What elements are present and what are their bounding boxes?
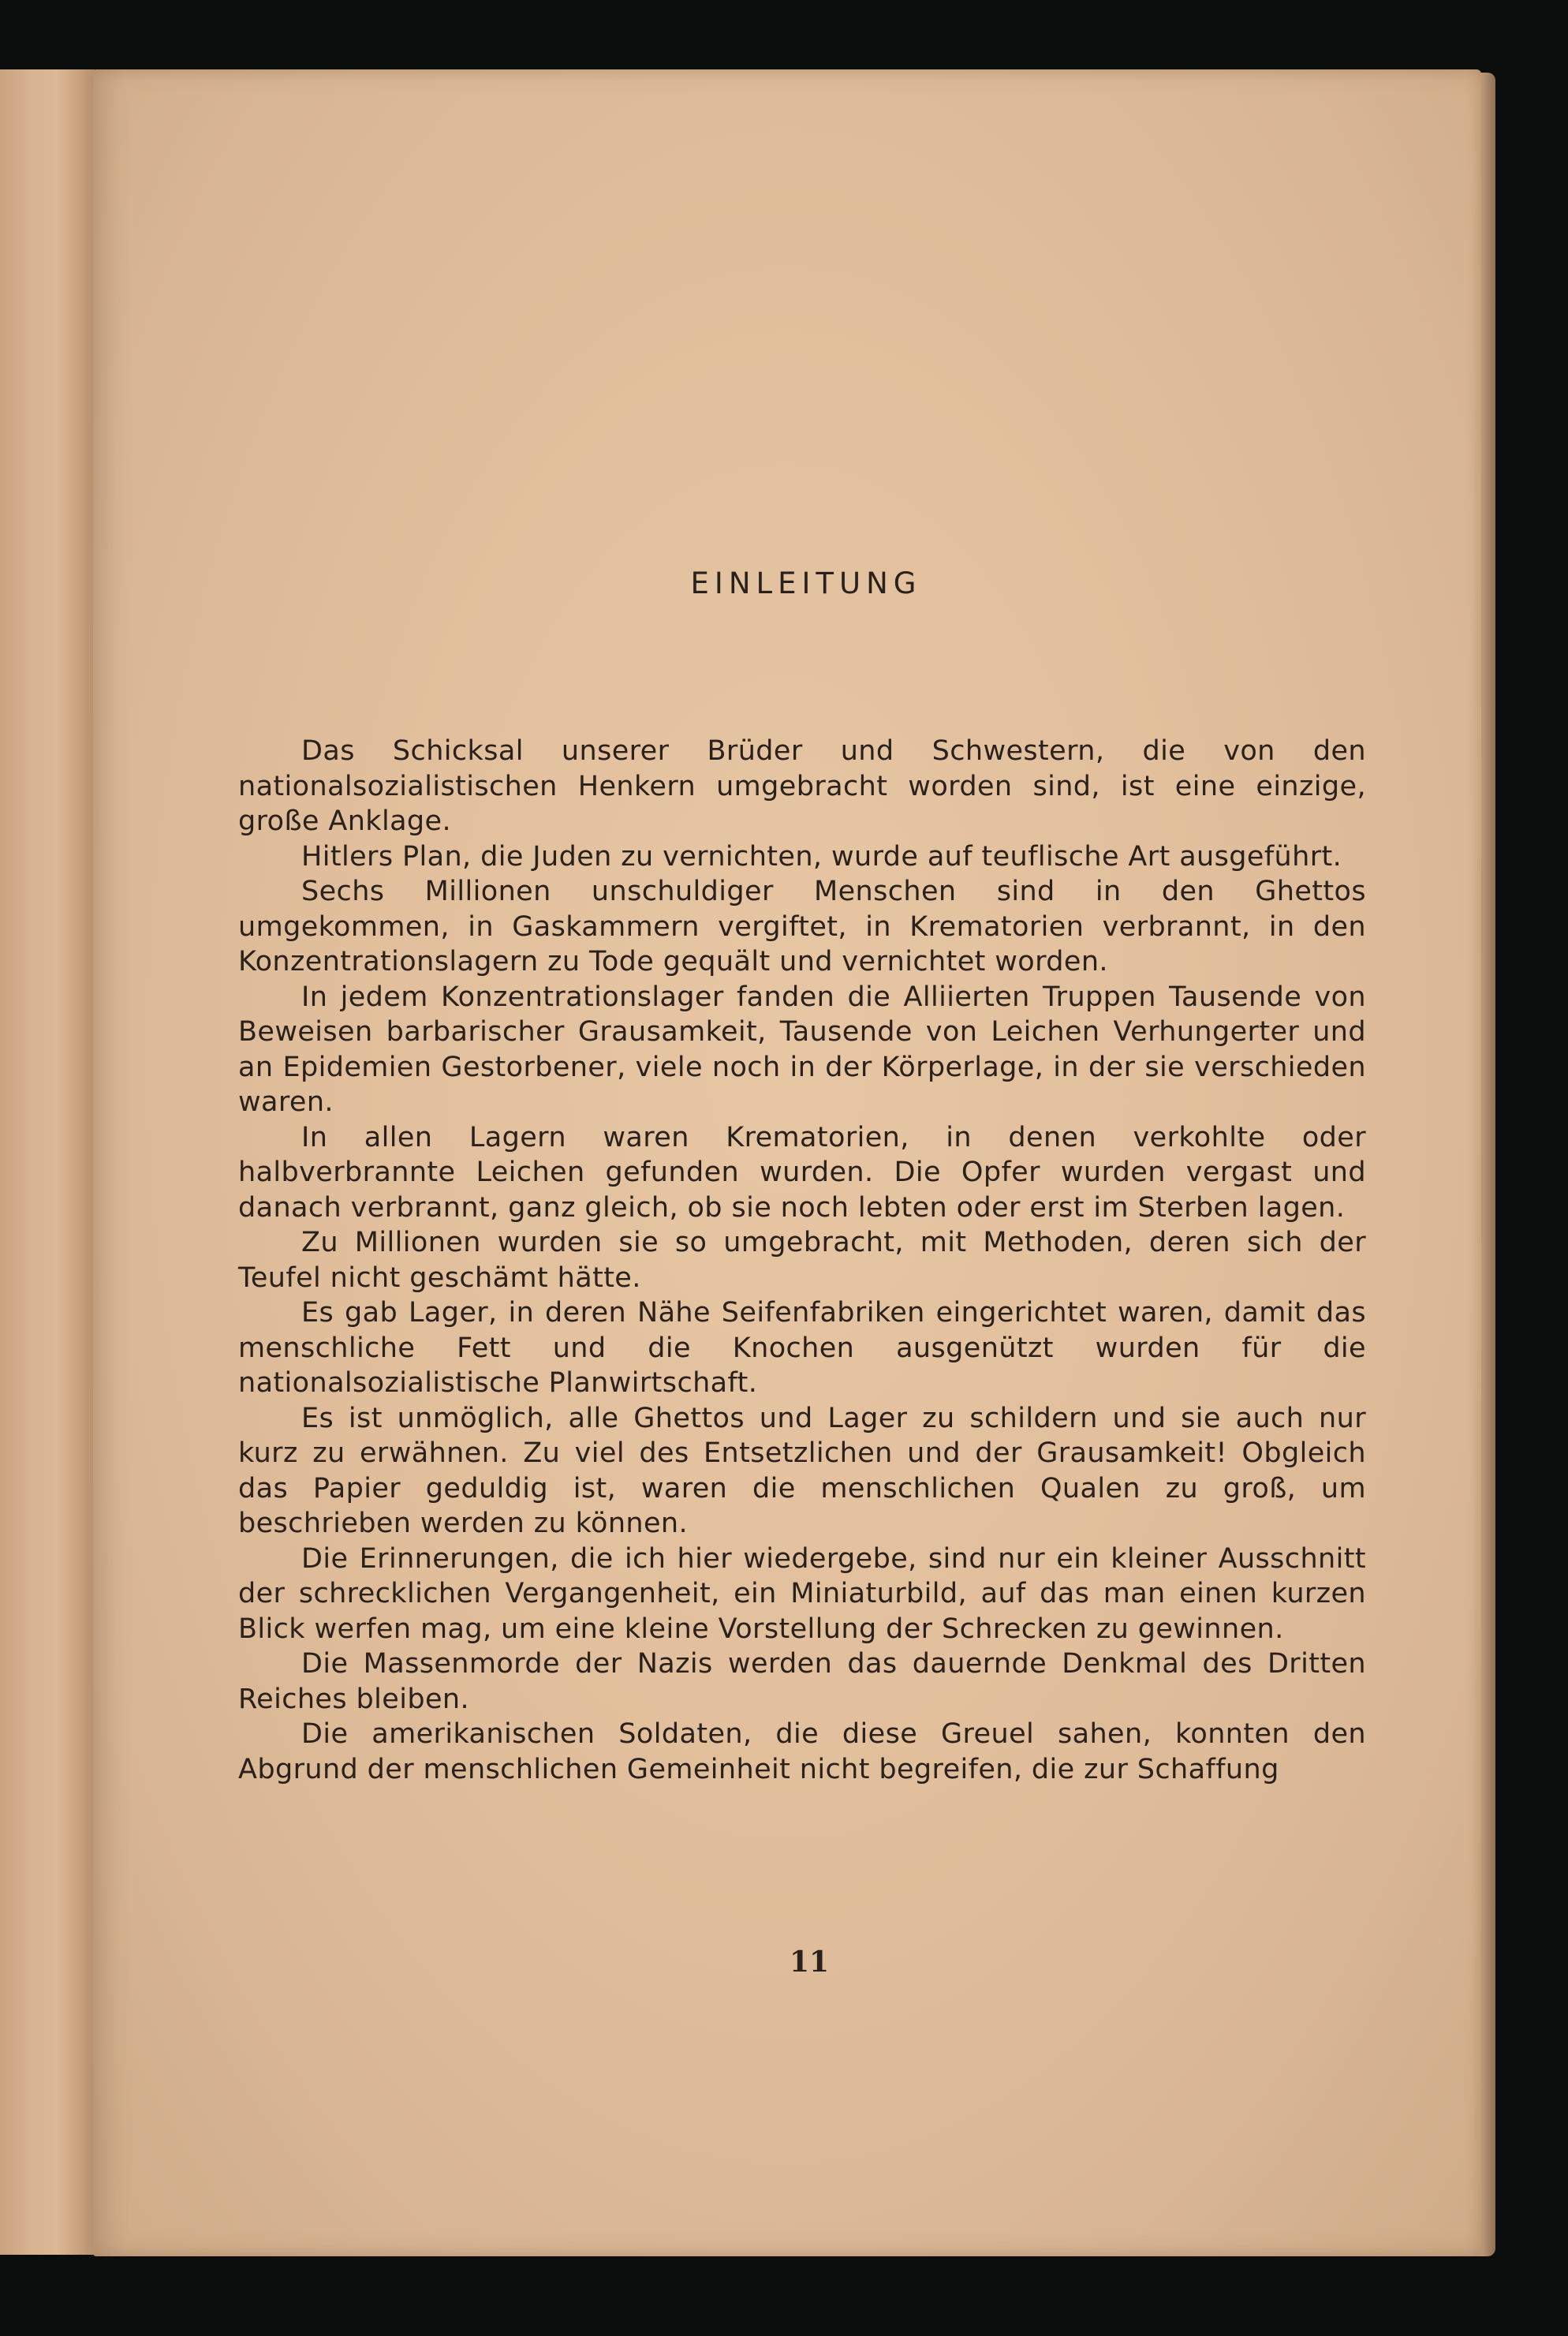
paragraph: Die Erinnerungen, die ich hier wiedergebe, sind nur ein kleiner Ausschnitt der schrecklichen Vergangenheit, ein Miniaturbild, auf das man einen kurzen Blick werfen mag, um eine kleine Vorstellung der Schrecken zu gewinnen. [238, 1542, 1366, 1645]
paragraph: In allen Lagern waren Krematorien, in denen verkohlte oder halbverbrannte Leichen gefunden wurden. Die Opfer wurden vergast und danach verbrannt, ganz gleich, ob sie noch lebten oder erst im Sterben lagen. [238, 1121, 1366, 1224]
paragraph: Es ist unmöglich, alle Ghettos und Lager zu schildern und sie auch nur kurz zu erwähnen. Zu viel des Entsetzlichen und der Grausamkeit! Obgleich das Papier geduldig ist, waren die menschlichen Qualen zu groß, um beschrieben werden zu können. [238, 1402, 1366, 1539]
paragraph: Es gab Lager, in deren Nähe Seifenfabriken eingerichtet waren, damit das menschliche Fett und die Knochen ausgenützt wurden für die nationalsozialistische Planwirtschaft. [238, 1297, 1366, 1399]
paragraph: Hitlers Plan, die Juden zu vernichten, wurde auf teuflische Art ausgeführt. [301, 840, 1342, 873]
facing-page-edge [0, 69, 95, 2255]
book-page [93, 69, 1481, 2256]
body-text [238, 734, 1366, 1787]
paragraph: In jedem Konzentrationslager fanden die Alliierten Truppen Tausende von Beweisen barbarischer Grausamkeit, Tausende von Leichen Verhungerter und an Epidemien Gestorbener, viele noch in der Körperlage, in der sie verschieden waren. [238, 981, 1366, 1118]
page-number: 11 [789, 1945, 830, 1979]
paragraph: Sechs Millionen unschuldiger Menschen sind in den Ghettos umgekommen, in Gaskammern vergiftet, in Krematorien verbrannt, in den Konzentrationslagern zu Tode gequält und vernichtet worden. [238, 876, 1366, 977]
paragraph: Zu Millionen wurden sie so umgebracht, mit Methoden, deren sich der Teufel nicht geschämt hätte. [238, 1227, 1366, 1294]
paragraph: Die Massenmorde der Nazis werden das dauernde Denkmal des Dritten Reiches bleiben. [238, 1648, 1366, 1715]
chapter-heading: EINLEITUNG [690, 566, 922, 600]
paragraph: Das Schicksal unserer Brüder und Schwestern, die von den nationalsozialistischen Henkern umgebracht worden sind, ist eine einzige, große Anklage. [238, 735, 1366, 837]
paragraph: Die amerikanischen Soldaten, die diese Greuel sahen, konnten den Abgrund der menschlichen Gemeinheit nicht begreifen, die zur Schaffung [238, 1718, 1366, 1785]
